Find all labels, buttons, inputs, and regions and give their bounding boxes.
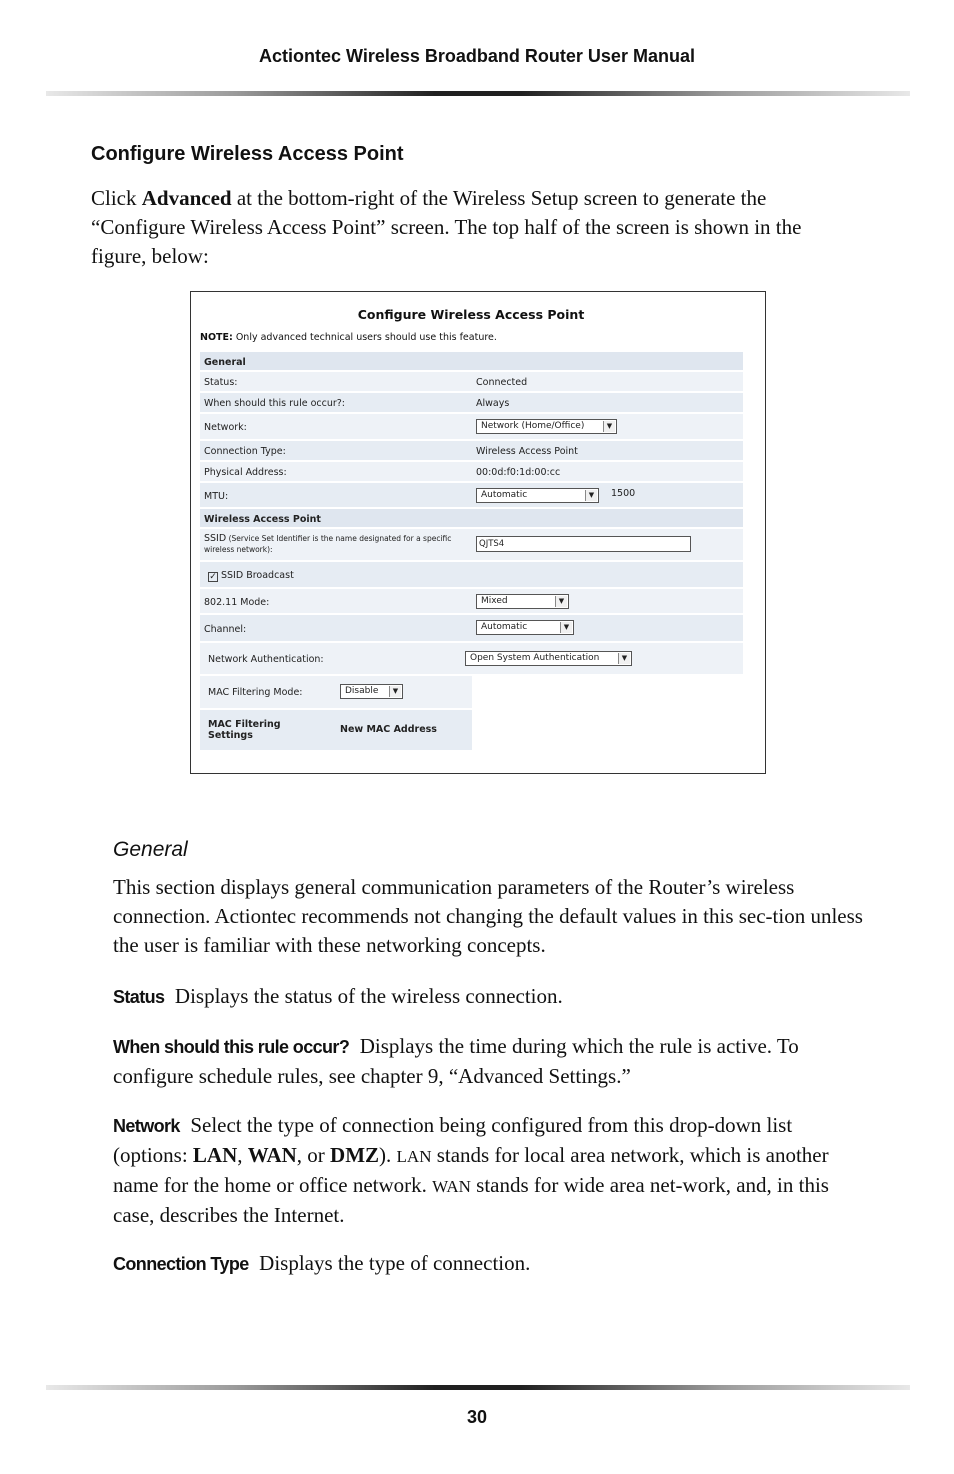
mtu-select-value: Automatic (481, 490, 528, 500)
channel-row (200, 615, 743, 643)
screenshot-figure (190, 291, 766, 774)
mac-mode-label: MAC Filtering Mode: (208, 687, 303, 698)
mtu-select[interactable] (476, 488, 599, 503)
conn-type-label: Connection Type: (204, 446, 286, 457)
ssid-row (200, 529, 743, 562)
auth-select-value: Open System Authentication (470, 653, 600, 663)
conn-type-value: Wireless Access Point (476, 446, 578, 457)
wap-header-row (200, 509, 743, 529)
ssid-broadcast-label-wrap (208, 570, 294, 582)
intro-bold-advanced: Advanced (141, 186, 232, 210)
general-paragraph: This section displays general communication parameters of the Router’s wireless connection. Actiontec recommends not changing the default values in this sec-tion unless the user is familiar with these networking concepts. (113, 875, 863, 957)
ssid-input[interactable]: QJTS4 (476, 536, 691, 552)
note-text: Only advanced technical users should use this feature. (232, 332, 497, 343)
rule-value: Always (476, 398, 510, 409)
network-text-2: ). (379, 1143, 397, 1167)
rule-definition (113, 1032, 865, 1091)
network-row (200, 414, 743, 441)
abbr-wan: WAN (432, 1177, 471, 1196)
intro-text-end: at the bottom-right of the Wireless Setup screen to generate the “Configure Wireless Access Point” screen. The top half of the screen is shown in the figure, below: (91, 186, 802, 268)
separator-comma: , (237, 1143, 248, 1167)
page-number: 30 (466, 1407, 488, 1427)
status-value: Connected (476, 377, 528, 388)
option-wan: WAN (247, 1143, 297, 1167)
network-text-1: Select the type of connection being configured from this drop-down list (options: (113, 1113, 793, 1167)
conn-term: Connection Type (113, 1254, 249, 1274)
auth-label: Network Authentication: (208, 654, 324, 665)
chevron-down-icon: ▼ (603, 421, 615, 432)
option-lan: LAN (192, 1143, 238, 1167)
mac-mode-select-value: Disable (345, 686, 379, 696)
network-term: Network (113, 1116, 180, 1136)
rule-text: Displays the time during which the rule is active. To configure schedule rules, see chapter 9, “Advanced Settings.” (113, 1034, 799, 1088)
status-term: Status (113, 987, 165, 1007)
network-select-value: Network (Home/Office) (481, 421, 585, 431)
section-title: Configure Wireless Access Point (91, 143, 404, 165)
ssid-broadcast-checkbox[interactable]: ✓ (209, 572, 217, 582)
channel-select[interactable] (476, 620, 574, 635)
mtu-value: 1500 (611, 488, 636, 499)
figure-title: Configure Wireless Access Point (357, 307, 585, 322)
mode-row (200, 589, 743, 615)
settings-grid (200, 352, 743, 752)
ssid-broadcast-row (200, 562, 743, 589)
network-definition (113, 1111, 865, 1230)
mac-mode-select[interactable] (340, 684, 403, 699)
figure-note (200, 332, 497, 343)
mode-select[interactable] (476, 594, 569, 609)
ssid-label (204, 533, 459, 555)
network-text-4: stands for wide area net-work, and, in this case, describes the Internet. (113, 1173, 829, 1227)
header-title: Actiontec Wireless Broadband Router User Manual (259, 46, 695, 66)
ssid-broadcast-label: SSID Broadcast (221, 570, 294, 581)
header-rule (46, 91, 910, 96)
network-label: Network: (204, 422, 247, 433)
status-row (200, 372, 743, 393)
phys-label: Physical Address: (204, 467, 287, 478)
general-header: General (204, 357, 246, 368)
conn-text: Displays the type of connection. (259, 1251, 531, 1275)
option-dmz: DMZ (330, 1143, 380, 1167)
chevron-down-icon: ▼ (555, 596, 567, 607)
intro-text-start: Click (91, 186, 142, 210)
status-definition (113, 982, 865, 1012)
wap-header: Wireless Access Point (204, 514, 321, 525)
rule-term: When should this rule occur? (113, 1037, 350, 1057)
note-label: NOTE: (200, 332, 233, 343)
chevron-down-icon: ▼ (618, 653, 630, 664)
mac-mode-row (200, 676, 472, 710)
connection-type-definition (113, 1249, 865, 1279)
status-label: Status: (204, 377, 238, 388)
phys-value: 00:0d:f0:1d:00:cc (476, 467, 561, 478)
general-header-row (200, 352, 743, 372)
network-text-3: stands for local area network, which is another name for the home or office network. (113, 1143, 829, 1197)
mtu-label: MTU: (204, 491, 229, 502)
status-text: Displays the status of the wireless connection. (174, 984, 563, 1008)
chevron-down-icon: ▼ (560, 622, 572, 633)
ssid-hint: (Service Set Identifier is the name designated for a specific wireless network): (204, 534, 452, 554)
intro-paragraph (91, 184, 861, 271)
mode-select-value: Mixed (481, 596, 508, 606)
chevron-down-icon: ▼ (389, 686, 401, 697)
mtu-row (200, 483, 743, 509)
chevron-down-icon: ▼ (585, 490, 597, 501)
rule-row (200, 393, 743, 414)
auth-select[interactable] (465, 651, 632, 666)
separator-or: , or (296, 1143, 331, 1167)
mac-settings-label: MAC Filtering Settings (208, 719, 281, 741)
ssid-label-main: SSID (204, 533, 227, 544)
conn-type-row (200, 441, 743, 462)
phys-row (200, 462, 743, 483)
abbr-lan: LAN (396, 1147, 432, 1166)
mode-label: 802.11 Mode: (204, 597, 270, 608)
footer-rule (46, 1385, 910, 1390)
channel-label: Channel: (204, 624, 247, 635)
auth-row (200, 643, 743, 676)
new-mac-address-link[interactable]: New MAC Address (340, 724, 437, 735)
rule-label: When should this rule occur?: (204, 398, 346, 409)
general-subtitle: General (113, 838, 188, 861)
network-select[interactable] (476, 419, 617, 434)
mac-settings-row (200, 710, 472, 752)
channel-select-value: Automatic (481, 622, 528, 632)
